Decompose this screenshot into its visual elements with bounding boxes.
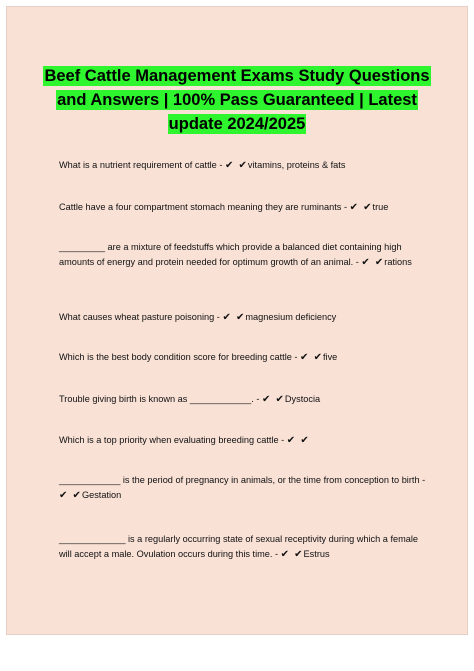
qa-item-2 xyxy=(59,200,431,216)
answer-text: Dystocia xyxy=(284,394,321,404)
check-icon: ✔ ✔ xyxy=(224,160,248,171)
answer-text: true xyxy=(372,202,389,212)
qa-item-1 xyxy=(59,158,431,174)
check-icon: ✔ ✔ xyxy=(280,548,304,560)
document-title xyxy=(27,64,447,136)
answer-text: Estrus xyxy=(303,548,330,559)
question-text: What is a nutrient requirement of cattle - xyxy=(59,160,225,170)
qa-item-5 xyxy=(59,350,431,366)
qa-item-4 xyxy=(59,310,431,326)
answer-text: five xyxy=(322,352,338,362)
check-icon: ✔ ✔ xyxy=(300,352,323,363)
check-icon: ✔ ✔ xyxy=(222,312,246,323)
question-text: Cattle have a four compartment stomach meaning they are ruminants - xyxy=(59,202,350,212)
question-text: Trouble giving birth is known as ____________. - xyxy=(59,394,262,404)
check-icon: ✔ ✔ xyxy=(361,256,385,268)
document-page xyxy=(6,6,468,635)
qa-item-9 xyxy=(59,532,431,562)
title-line-3: update 2024/2025 xyxy=(168,115,306,133)
question-text: _________ are a mixture of feedstuffs which provide a balanced diet containing high amounts of energy and protein needed for optimum growth of an animal. - xyxy=(59,242,402,267)
question-text: Which is the best body condition score for breeding cattle - xyxy=(59,352,301,362)
answer-text: rations xyxy=(384,256,412,267)
check-icon: ✔ ✔ xyxy=(59,489,82,501)
check-icon: ✔ ✔ xyxy=(286,435,310,446)
qa-item-3 xyxy=(59,240,431,270)
title-line-2: and Answers | 100% Pass Guaranteed | Latest xyxy=(57,91,417,109)
check-icon: ✔ ✔ xyxy=(261,394,285,405)
check-icon: ✔ ✔ xyxy=(349,202,373,213)
question-text: ____________ is the period of pregnancy in animals, or the time from conception to birth - xyxy=(59,475,426,485)
title-line-1: Beef Cattle Management Exams Study Questions xyxy=(44,67,430,85)
question-text: What causes wheat pasture poisoning - xyxy=(59,312,223,322)
qa-item-6 xyxy=(59,392,431,408)
answer-text: magnesium deficiency xyxy=(245,312,337,322)
qa-item-7 xyxy=(59,433,431,449)
qa-item-8 xyxy=(59,473,431,503)
question-text: _____________ is a regularly occurring state of sexual receptivity during which a female will accept a male. Ovulation occurs during this time. - xyxy=(59,534,419,559)
question-text: Which is a top priority when evaluating breeding cattle - xyxy=(59,435,287,445)
answer-text: vitamins, proteins & fats xyxy=(247,160,346,170)
answer-text: Gestation xyxy=(81,489,122,500)
